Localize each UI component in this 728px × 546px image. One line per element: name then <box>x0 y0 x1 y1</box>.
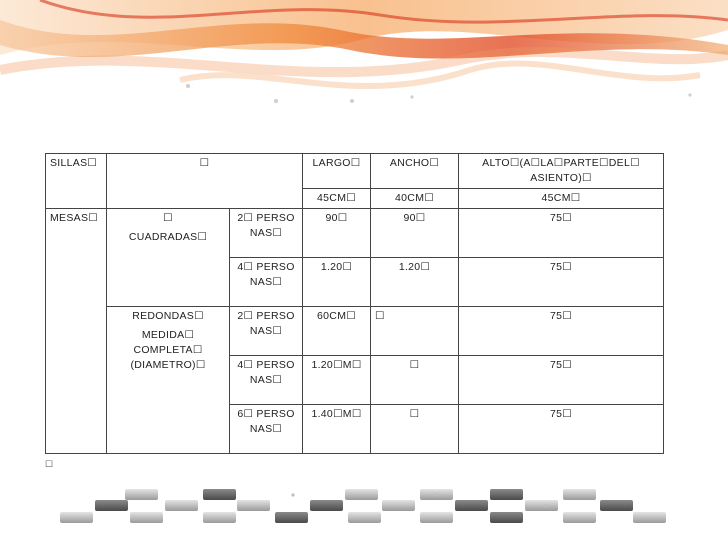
personas-cell: 2☐ PERSONAS☐ <box>230 307 303 356</box>
alto-value: 75☐ <box>459 356 664 405</box>
mesas-label: MESAS☐ <box>46 209 107 454</box>
header-empty-cell: ☐ <box>107 154 303 209</box>
redondas-medida: MEDIDA☐ COMPLETA☐ (DIAMETRO)☐ <box>130 329 206 371</box>
alto-header: ALTO☐(A☐LA☐PARTE☐DEL☐ ASIENTO)☐ <box>459 154 664 189</box>
checker-tiles-decoration <box>0 478 728 546</box>
largo-value: 90☐ <box>303 209 371 258</box>
largo-value: 1.40☐M☐ <box>303 405 371 454</box>
table-row <box>46 154 664 189</box>
largo-value: 60CM☐ <box>303 307 371 356</box>
personas-cell: 6☐ PERSONAS☐ <box>230 405 303 454</box>
redondas-cell <box>107 307 230 454</box>
personas-cell: 4☐ PERSONAS☐ <box>230 258 303 307</box>
largo-value: 1.20☐M☐ <box>303 356 371 405</box>
largo-header: LARGO☐ <box>303 154 371 189</box>
ancho-value: 90☐ <box>371 209 459 258</box>
alto-value: 75☐ <box>459 209 664 258</box>
cuadradas-label: CUADRADAS☐ <box>128 231 208 243</box>
ancho-value: ☐ <box>371 356 459 405</box>
cuadradas-cell <box>107 209 230 307</box>
alto-value: 75☐ <box>459 307 664 356</box>
ancho-header: ANCHO☐ <box>371 154 459 189</box>
sillas-alto: 45CM☐ <box>459 189 664 209</box>
ancho-value: ☐ <box>371 307 459 356</box>
dimensions-table <box>45 153 664 454</box>
ancho-value: ☐ <box>371 405 459 454</box>
largo-value: 1.20☐ <box>303 258 371 307</box>
personas-cell: 4☐ PERSONAS☐ <box>230 356 303 405</box>
sillas-largo: 45CM☐ <box>303 189 371 209</box>
sillas-ancho: 40CM☐ <box>371 189 459 209</box>
table-row <box>46 209 664 258</box>
table-row <box>46 307 664 356</box>
ancho-value: 1.20☐ <box>371 258 459 307</box>
cuadradas-marker: ☐ <box>163 212 173 224</box>
alto-value: 75☐ <box>459 258 664 307</box>
alto-value: 75☐ <box>459 405 664 454</box>
footer-mark: ☐ <box>45 459 54 469</box>
flame-wave-decoration <box>0 0 728 150</box>
personas-cell: 2☐ PERSONAS☐ <box>230 209 303 258</box>
sillas-label: SILLAS☐ <box>46 154 107 209</box>
redondas-label: REDONDAS☐ <box>132 310 204 322</box>
